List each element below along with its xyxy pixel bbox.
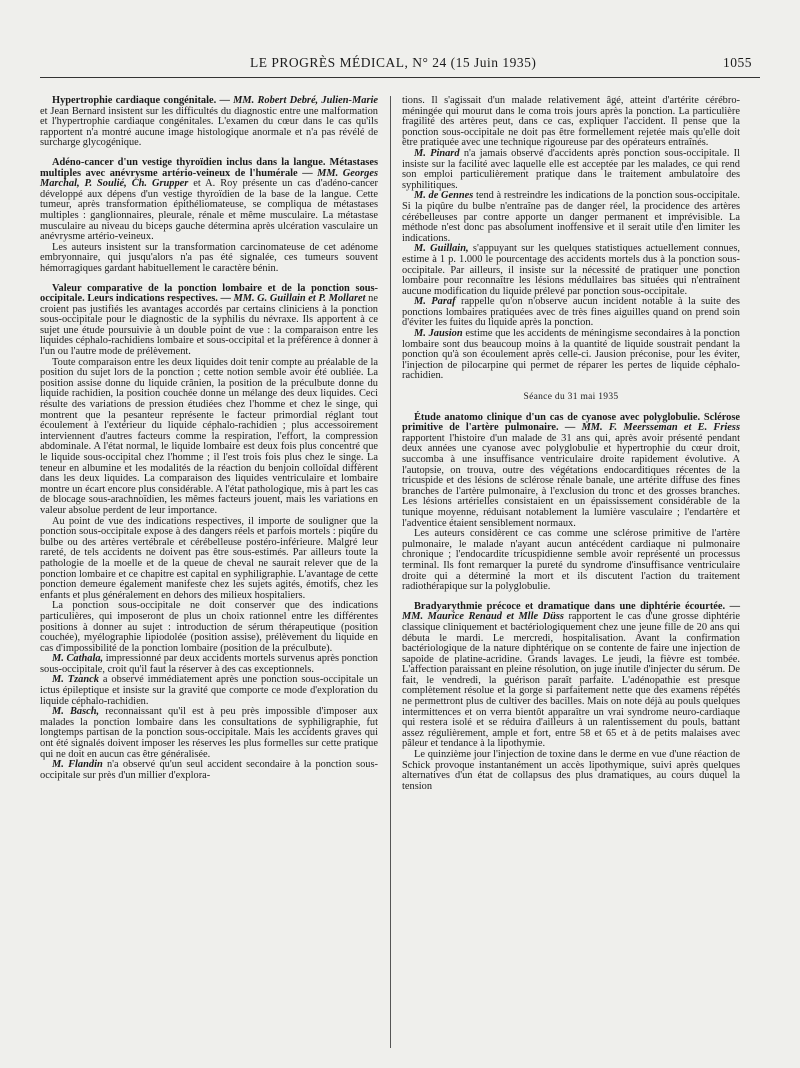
author-names: M. Flandin bbox=[52, 759, 103, 771]
paragraph-text: et Jean Bernard insistent sur les difficultés du diagnostic entre une malformation et l'hypertrophie cardiaque congénitales. L'examen du cœur dans le cas qu'ils rapportent n'a montré aucune image histologique anormale et n'a pas révélé de surcharge glycogénique. bbox=[40, 105, 378, 149]
paragraph-text: Au point de vue des indications respectives, il importe de souligner que la ponction sous-occipitale expose à des dangers réels et parfois mortels : piqûre du bulbe ou des artères vertébrale et cérébelleuse postéro-inférieure. Malgré leur rareté, de tels accidents ne doivent pas être sous-estimés. Par ailleurs toute la pathologie de la moelle et de la queue de cheval ne saurait relever que de la ponction lombaire et ce chapitre est capital en syphiligraphie. L'avantage de cette ponction demeure également manifeste chez les sujets agités, émotifs, chez les enfants et plus généralement en dehors des milieux hospitaliers. bbox=[40, 515, 378, 601]
paragraph-text: s'appuyant sur les quelques statistiques actuellement connues, estime à 1 p. 1.000 le pourcentage des accidents mortels dus à la ponction sous-occipitale. Par ailleurs, il insiste sur la nécessité de pratiquer une ponction lombaire pour reconnaître les lésions médullaires bas situées qui n'entraînent aucune modification du liquide prélevé par ponction sous-occipitale. bbox=[402, 243, 740, 297]
author-names: M. Guillain, bbox=[414, 243, 469, 255]
paragraph bbox=[402, 297, 740, 329]
paragraph bbox=[40, 158, 378, 243]
author-names: M. Pinard bbox=[414, 147, 460, 159]
paragraph bbox=[402, 750, 740, 792]
section-heading: Étude anatomo clinique d'un cas de cyanose avec polyglobulie. Sclérose primitive de l'artère pulmonaire. — bbox=[402, 411, 740, 434]
page-number: 1055 bbox=[723, 55, 752, 70]
paragraph bbox=[40, 707, 378, 760]
paragraph-text: n'a observé qu'un seul accident secondaire à la ponction sous-occipitale sur près d'un millier d'explora- bbox=[40, 759, 378, 781]
paragraph bbox=[402, 191, 740, 244]
paragraph bbox=[40, 601, 378, 654]
paragraph-text: Le quinzième jour l'injection de toxine dans le derme en vue d'une réaction de Schick provoque instantanément un accès lipothymique, suivi après quelques alternatives d'un état de collapsus des plus dramatiques, au cours duquel la tension bbox=[402, 749, 740, 792]
paragraph bbox=[40, 243, 378, 275]
paragraph-text: et A. Roy présente un cas d'adéno-cancer développé aux dépens d'un vestige thyroïdien de la base de la langue. Cette tumeur, après transformation épithéliomateuse, se compliqua de métastases multiples : ganglionnaires, pleurale, rénale et même musculaire. La métastase musculaire au niveau du biceps gauche détermina après ulcération vasculaire un anévrysme artério-veineux. bbox=[40, 178, 378, 243]
paragraph-text: estime que les accidents de méningisme secondaires à la ponction lombaire sont dus beaucoup moins à la quantité de liquide soustrait pendant la ponction qu'à son écoulement après celle-ci. Jausion préconise, pour les éviter, l'injection de pilocarpine qui permet de réparer les pertes de liquide céphalo-rachidien. bbox=[402, 328, 740, 382]
left-column bbox=[40, 96, 378, 781]
paragraph bbox=[402, 602, 740, 750]
paragraph-text: impressionné par deux accidents mortels survenus après ponction sous-occipitale, croit qu'il faut la réserver à des cas exceptionnels. bbox=[40, 653, 378, 675]
author-names: MM. G. Guillain et P. Mollaret bbox=[233, 293, 366, 305]
paragraph bbox=[402, 413, 740, 530]
author-names: M. Tzanck bbox=[52, 674, 99, 686]
author-names: M. Paraf bbox=[414, 296, 456, 308]
paragraph-text: rapportent l'histoire d'un malade de 31 ans qui, après avoir présenté pendant deux années une cyanose avec polyglobulie et hypertrophie du cœur droit, succomba à une insuffisance ventriculaire droite rapidement évolutive. A l'autopsie, on trouva, outre des végétations endocarditiques récentes de la tricuspide et des lésions de sclérose rénale banale, une artérite diffuse des fines branches de l'artère pulmonaire, à l'exclusion du tronc et des grosses branches. Les lésions artérielles consistaient en un épaississement considérable de la tunique moyenne, réduisant notablement la lumière vasculaire ; l'endartère et l'adventice étaient sensiblement normaux. bbox=[402, 432, 740, 529]
author-names: MM. Robert Debré, Julien-Marie bbox=[233, 95, 378, 106]
paragraph bbox=[40, 96, 378, 149]
section-heading: Valeur comparative de la ponction lombaire et de la ponction sous-occipitale. Leurs indications respectives. — bbox=[40, 282, 378, 305]
paragraph bbox=[40, 517, 378, 602]
paragraph-text: Les auteurs insistent sur la transformation carcinomateuse de cet adénome embryonnaire, qui jusqu'alors n'a pas été signalée, ces tumeurs souvent hémorragiques gardant habituellement le caractère bénin. bbox=[40, 241, 378, 274]
paragraph bbox=[402, 96, 740, 149]
paragraph-text: ne croient pas justifiés les avantages accordés par certains cliniciens à la ponction sous-occipitale pour le diagnostic de la syphilis du névraxe. Ils apportent à ce sujet une étude poursuivie à un double point de vue : la comparaison entre les liquides céphalo-rachidiens lombaire et sous-occipital et la préférence à donner à l'un ou l'autre mode de prélèvement. bbox=[40, 293, 378, 358]
paragraph-text: Toute comparaison entre les deux liquides doit tenir compte au préalable de la position du sujet lors de la ponction ; cette notion semble avoir été oubliée. La position assise donne du liquide crânien, la position de la préculbute donne du liquide rachidien, la position couchée donne un mélange des deux liquides. Ceci résulte des variations de pression étudiées chez l'homme et chez le singe, qui montrent que la pesanteur représente le facteur primordial réglant tout écoulement à l'extérieur du liquide céphalo-rachidien ; plus accessoirement interviennent d'autres facteurs comme la respiration, l'effort, la compression abdominale. A l'état normal, le liquide lombaire est deux fois plus concentré que le liquide sous-occipital chez l'homme ; il l'est trois fois plus chez le singe. La teneur en albumine et les modalités de la réaction du benjoin colloïdal diffèrent dans les deux liquides. La comparaison des liquides ventriculaire et lombaire montre un écart encore plus considérable. A l'état pathologique, mis à part les cas de blocage sous-arachnoïdien, les mêmes facteurs jouent, mais les variations en valeur absolue perdent de leur importance. bbox=[40, 356, 378, 516]
paragraph bbox=[402, 329, 740, 382]
paragraph-text: tions. Il s'agissait d'un malade relativement âgé, atteint d'artérite cérébro-méningée qui mourut dans le coma trois jours après la ponction. La particulière fragilité des artères peut, dans ce cas, expliquer l'accident. Il pense que la ponction sous-occipitale ne doit pas être formellement rejetée mais qu'elle doit être pratiquée avec une technique rigoureuse par des opérateurs entraînés. bbox=[402, 95, 740, 149]
section-heading: Adéno-cancer d'un vestige thyroïdien inclus dans la langue. Métastases multiples avec anévrysme artério-veineux de l'humérale — bbox=[40, 156, 378, 179]
paragraph-text: rapportent le cas d'une grosse diphtérie classique cliniquement et bactériologiquement chez une jeune fille de 20 ans qui débuta le mardi. Le mercredi, hospitalisation. Avant la confirmation bactériologique de la nature diphtérique on se contente de faire une injection de sapoide de platine-acridine. Grands lavages. Le jeudi, la fièvre est tombée. L'affection paraissant en pleine résolution, on juge inutile d'injecter du sérum. De fait, le vendredi, la guérison paraît parfaite. L'adénopathie est presque complètement résolue et la gorge si parfaitement nette que des examens répétés ne permettront plus de cultiver des bacilles. Mais on note déjà au pouls quelques intermittences et on verra bientôt apparaître un vrai syndrome neuro-cardiaque qui restera isolé et se réduira d'ailleurs à un ralentissement du pouls, battant assez régulièrement, ample et fort, entre 58 et 65 et à de petits malaises avec pâleur et tendance à la lipothymie. bbox=[402, 611, 740, 750]
author-names: MM. Georges Marchal, P. Soulié, Ch. Grupper bbox=[40, 167, 378, 190]
author-names: M. Jausion bbox=[414, 328, 463, 340]
author-names: M. Basch, bbox=[52, 706, 100, 718]
session-label: Séance du 31 mai 1935 bbox=[523, 392, 619, 403]
author-names: MM. Maurice Renaud et Mlle Düss bbox=[402, 611, 564, 623]
section-heading: Bradyarythmie précoce et dramatique dans une diphtérie écourtée. — bbox=[414, 600, 740, 612]
paragraph-text: Les auteurs considèrent ce cas comme une sclérose primitive de l'artère pulmonaire, le malade n'ayant aucun antécédent cardiaque ni pulmonaire chronique ; l'endocardite tricuspidienne semble avoir représenté un processus terminal. Ils font remarquer la pureté du syndrome d'insuffisance ventriculaire droite qui a déterminé la mort et ils discutent l'action du traitement radiothérapique sur la polyglobulie. bbox=[402, 528, 740, 593]
paragraph bbox=[402, 244, 740, 297]
paragraph bbox=[40, 654, 378, 675]
paragraph bbox=[40, 760, 378, 781]
paragraph bbox=[40, 284, 378, 358]
column-divider bbox=[390, 96, 391, 1048]
author-names: M. Cathala, bbox=[52, 653, 104, 665]
paragraph bbox=[40, 358, 378, 517]
paragraph-text: tend à restreindre les indications de la ponction sous-occipitale. Si la piqûre du bulbe n'entraîne pas de danger réel, la procidence des artères cérébelleuses par contre apporte un danger permanent et imprévisible. La méthode n'est donc pas absolument inoffensive et il serait utile d'en limiter les indications. bbox=[402, 190, 740, 244]
section-heading: Hypertrophie cardiaque congénitale. — bbox=[52, 95, 230, 106]
paragraph-text: reconnaissant qu'il est à peu près impossible d'imposer aux malades la ponction lombaire dans les consultations de syphiligraphie, fut longtemps partisan de la ponction sous-occipitale. Mais les accidents graves qui ont été signalés doivent imposer les réserves les plus formelles sur cette pratique qui ne doit en aucun cas être généralisée. bbox=[40, 706, 378, 760]
journal-title: LE PROGRÈS MÉDICAL, N° 24 (15 Juin 1935) bbox=[250, 55, 537, 70]
right-column bbox=[402, 96, 740, 792]
paragraph-text: La ponction sous-occipitale ne doit conserver que des indications particulières, qui imposeront de plus un choix rationnel entre les différentes positions à donner au sujet : introduction de sérum thérapeutique (position couchée), myélographie lipiodolée (position assise), prélèvement du liquide en cas d'impossibilité de la ponction lombaire (position de la préculbute). bbox=[40, 600, 378, 654]
paragraph-text: rappelle qu'on n'observe aucun incident notable à la suite des ponctions lombaires pratiquées avec de très fines aiguilles quand on prend soin d'éviter les fuites du liquide après la ponction. bbox=[402, 296, 740, 329]
author-names: M. de Gennes bbox=[414, 190, 474, 202]
paragraph bbox=[40, 675, 378, 707]
header-rule bbox=[40, 77, 760, 78]
author-names: MM. F. Meersseman et E. Friess bbox=[581, 422, 740, 434]
paragraph bbox=[402, 529, 740, 593]
paragraph-text: a observé immédiatement après une ponction sous-occipitale un ictus épileptique et insiste sur la gravité que comporte ce mode d'exploration du liquide céphalo-rachidien. bbox=[40, 674, 378, 707]
running-header bbox=[40, 55, 760, 77]
paragraph bbox=[402, 149, 740, 191]
paragraph-text: n'a jamais observé d'accidents après ponction sous-occipitale. Il insiste sur la facilité avec laquelle elle est acceptée par les malades, ce qui rend son emploi particulièrement pratique dans le traitement ambulatoire des syphilitiques. bbox=[402, 147, 740, 191]
